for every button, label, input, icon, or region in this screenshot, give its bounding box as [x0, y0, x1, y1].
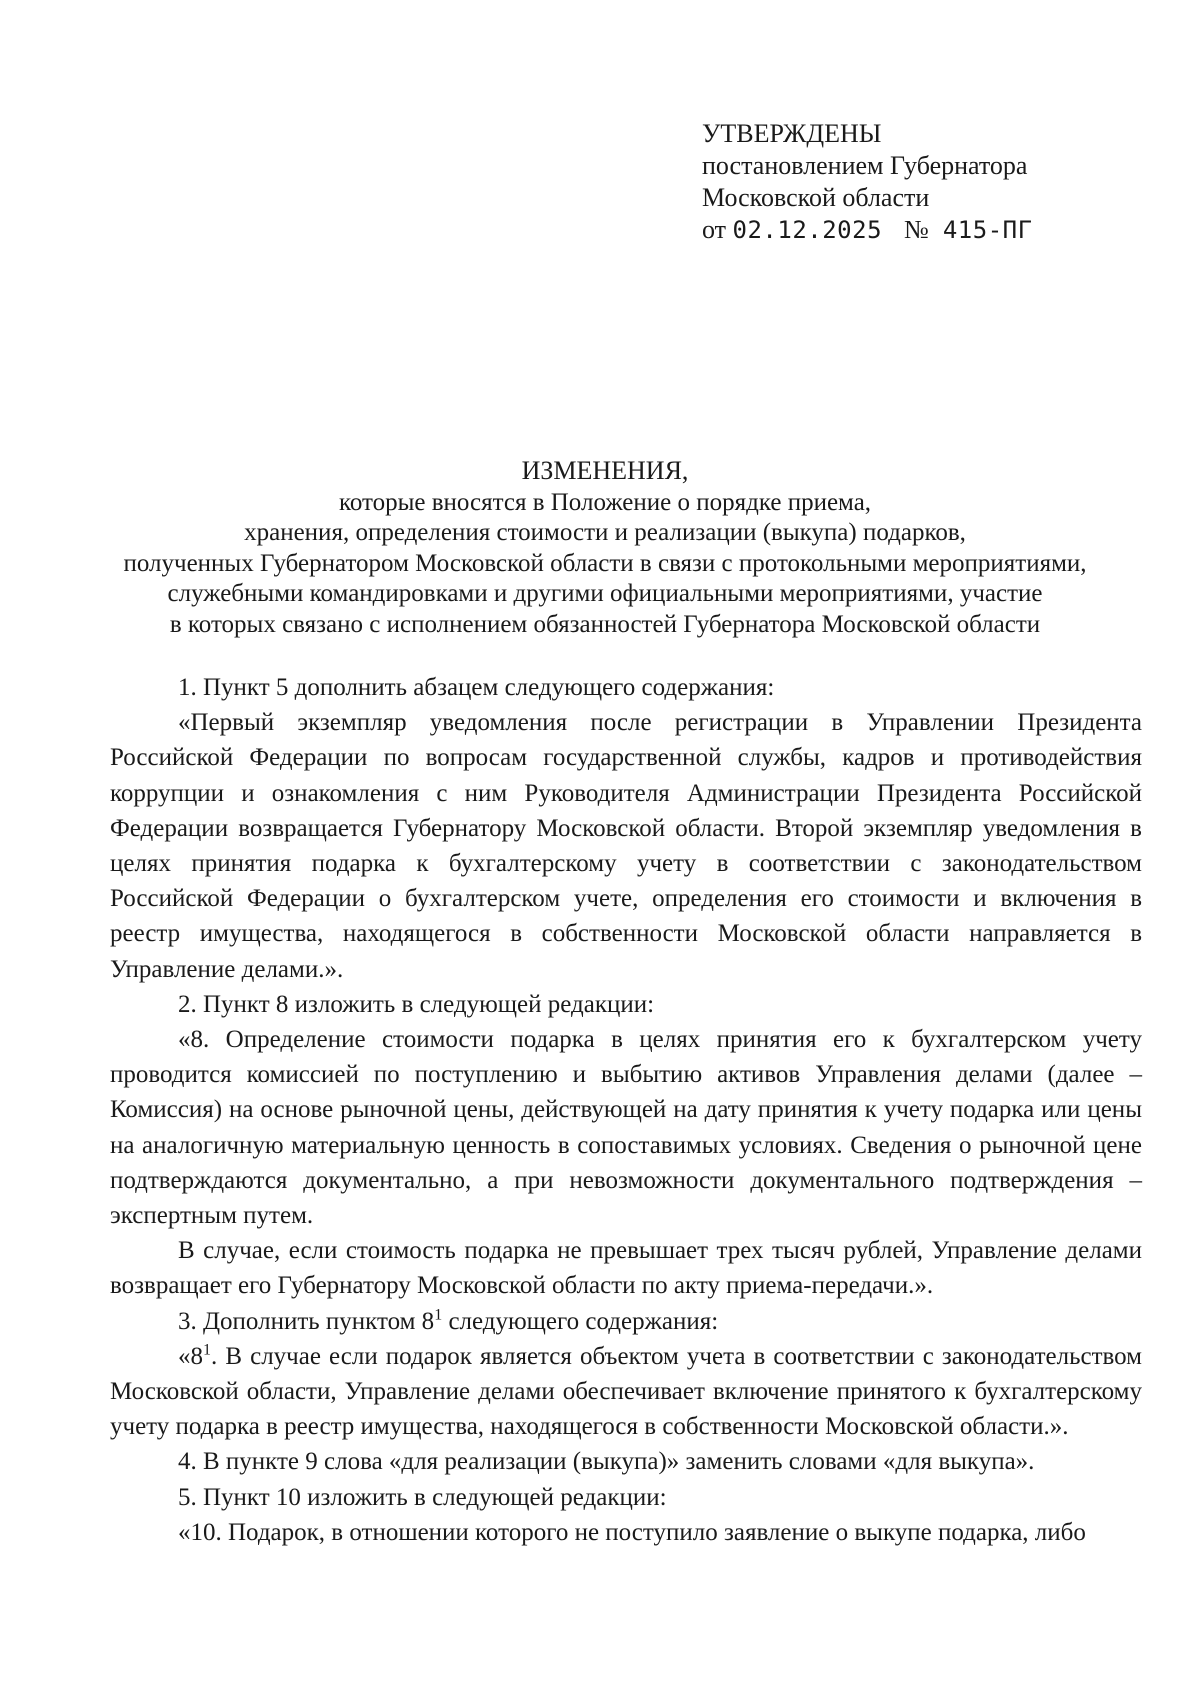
approval-line-region: Московской области: [702, 183, 930, 212]
paragraph-quote-1: «Первый экземпляр уведомления после регистрации в Управлении Президента Российской Федерации по вопросам государственной службы, кадров и противодействия коррупции и ознакомления с ним Руководителя Администрации Президента Российской Федерации возвращается Губернатору Московской области. Второй экземпляр уведомления в целях принятия подарка к бухгалтерскому учету в соответствии с законодательством Российской Федерации о бухгалтерском учете, определения его стоимости и включения в реестр имущества, находящегося в собственности Московской области направляется в Управление делами.».: [110, 709, 1142, 983]
approval-date: 02.12.2025: [732, 216, 883, 244]
paragraph-quote-2-cont: В случае, если стоимость подарка не превышает трех тысяч рублей, Управление делами возвращает его Губернатору Московской области по акту приема-передачи.».: [110, 1237, 1142, 1300]
paragraph-item-5: 5. Пункт 10 изложить в следующей редакции:: [178, 1483, 667, 1511]
document-body: [110, 670, 1142, 1550]
paragraph-quote-2: «8. Определение стоимости подарка в целях принятия его к бухгалтерском учету проводится комиссией по поступлению и выбытию активов Управления делами (далее – Комиссия) на основе рыночной цены, действующей на дату принятия к учету подарка или цены на аналогичную материальную ценность в сопоставимых условиях. Сведения о рыночной цене подтверждаются документально, а при невозможности документального подтверждения – экспертным путем.: [110, 1026, 1142, 1230]
title-line: хранения, определения стоимости и реализации (выкупа) подарков,: [244, 519, 966, 546]
paragraph-item-1: 1. Пункт 5 дополнить абзацем следующего содержания:: [178, 674, 775, 701]
title-line: полученных Губернатором Московской области в связи с протокольными мероприятиями,: [123, 549, 1087, 577]
approval-heading: УТВЕРЖДЕНЫ: [702, 119, 882, 148]
paragraph-item-2: 2. Пункт 8 изложить в следующей редакции:: [178, 990, 655, 1018]
approval-number: 415-ПГ: [942, 216, 1033, 244]
approval-stamp: [702, 118, 1033, 246]
approval-date-prefix: от: [702, 215, 727, 244]
paragraph-quote-5: «10. Подарок, в отношении которого не поступило заявление о выкупе подарка, либо: [178, 1518, 1086, 1546]
title-heading: ИЗМЕНЕНИЯ,: [521, 456, 689, 485]
title-line: в которых связано с исполнением обязанностей Губернатора Московской области: [169, 610, 1041, 638]
approval-line-decree: постановлением Губернатора: [702, 151, 1028, 180]
paragraph-item-3: 3. Дополнить пунктом $8^1$ следующего содержания:: [178, 1306, 719, 1335]
paragraph-item-4: 4. В пункте 9 слова «для реализации (выкупа)» заменить словами «для выкупа».: [178, 1448, 1035, 1476]
title-line: которые вносятся в Положение о порядке приема,: [338, 488, 872, 516]
title-line: служебными командировками и другими официальными мероприятиями, участие: [167, 580, 1043, 607]
document-title: [100, 456, 1110, 640]
paragraph-quote-3: «$8^1$. В случае если подарок является объектом учета в соответствии с законодательством Московской области, Управление делами обеспечивает включение принятого к бухгалтерскому учету подарка в реестр имущества, находящегося в собственности Московской области.».: [110, 1341, 1142, 1441]
approval-number-sign: №: [904, 215, 929, 244]
approval-date-line: [702, 214, 1033, 246]
